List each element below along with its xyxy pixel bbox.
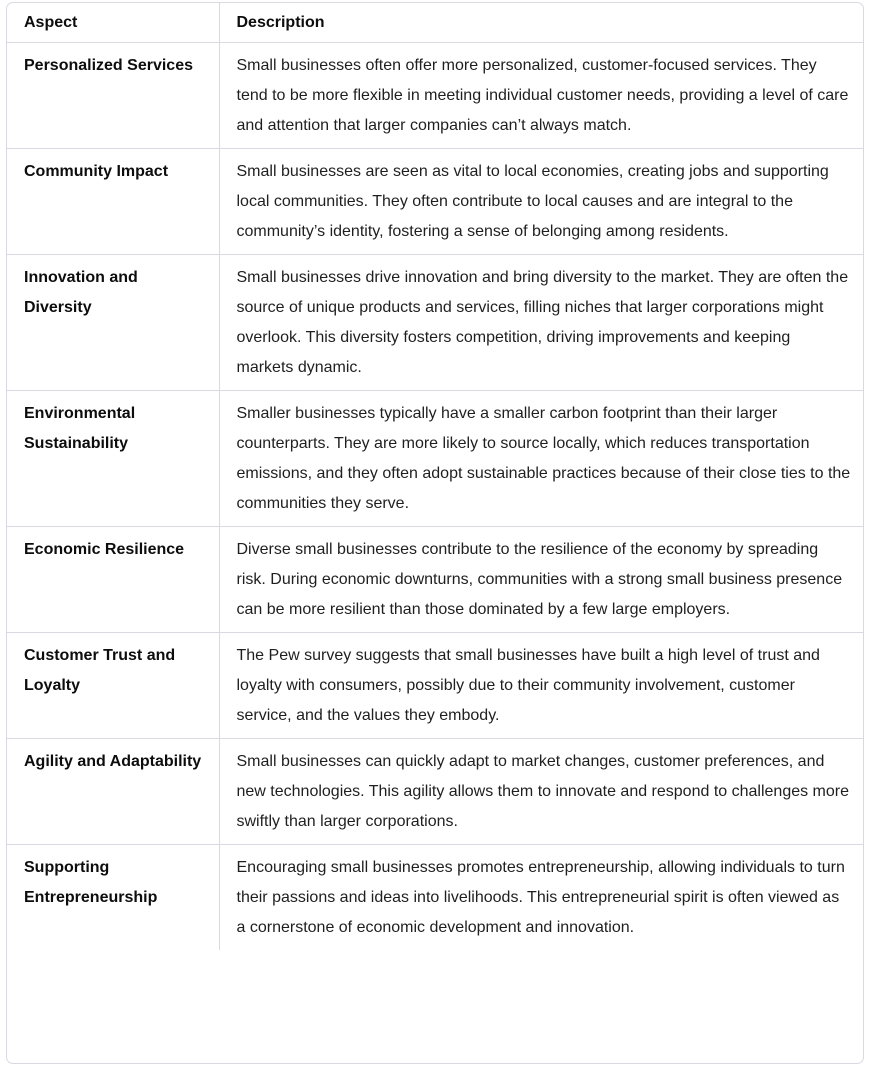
table-row: [7, 43, 863, 149]
row-aspect: Environmental Sustainability: [7, 391, 219, 527]
table-header-row: [7, 3, 863, 43]
row-description: Encouraging small businesses promotes entrepreneurship, allowing individuals to turn their passions and ideas into livelihoods. This entrepreneurial spirit is often viewed as a cornerstone of economic development and innovation.: [219, 845, 863, 951]
row-aspect: Customer Trust and Loyalty: [7, 633, 219, 739]
row-aspect: Community Impact: [7, 149, 219, 255]
table-row: [7, 149, 863, 255]
row-description: Small businesses are seen as vital to local economies, creating jobs and supporting local communities. They often contribute to local causes and are integral to the community’s identity, fostering a sense of belonging among residents.: [219, 149, 863, 255]
table-row: [7, 391, 863, 527]
row-aspect: Personalized Services: [7, 43, 219, 149]
row-description: The Pew survey suggests that small businesses have built a high level of trust and loyalty with consumers, possibly due to their community involvement, customer service, and the values they embody.: [219, 633, 863, 739]
row-aspect: Innovation and Diversity: [7, 255, 219, 391]
table-row: [7, 527, 863, 633]
header-aspect: Aspect: [24, 14, 78, 31]
table-row: [7, 633, 863, 739]
row-aspect: Agility and Adaptability: [7, 739, 219, 845]
row-description: Diverse small businesses contribute to the resilience of the economy by spreading risk. During economic downturns, communities with a strong small business presence can be more resilient than those dominated by a few large employers.: [219, 527, 863, 633]
table-row: [7, 255, 863, 391]
row-description: Smaller businesses typically have a smaller carbon footprint than their larger counterparts. They are more likely to source locally, which reduces transportation emissions, and they often adopt sustainable practices because of their close ties to the communities they serve.: [219, 391, 863, 527]
row-description: Small businesses often offer more personalized, customer-focused services. They tend to be more flexible in meeting individual customer needs, providing a level of care and attention that larger companies can’t always match.: [219, 43, 863, 149]
row-aspect: Supporting Entrepreneurship: [7, 845, 219, 951]
table-row: [7, 739, 863, 845]
table-row: [7, 845, 863, 951]
row-aspect: Economic Resilience: [7, 527, 219, 633]
row-description: Small businesses can quickly adapt to market changes, customer preferences, and new technologies. This agility allows them to innovate and respond to challenges more swiftly than larger corporations.: [219, 739, 863, 845]
aspects-table: [7, 3, 863, 950]
aspects-table-container: [6, 2, 864, 1064]
header-description: Description: [219, 3, 863, 43]
row-description: Small businesses drive innovation and bring diversity to the market. They are often the source of unique products and services, filling niches that larger corporations might overlook. This diversity fosters competition, driving improvements and keeping markets dynamic.: [219, 255, 863, 391]
